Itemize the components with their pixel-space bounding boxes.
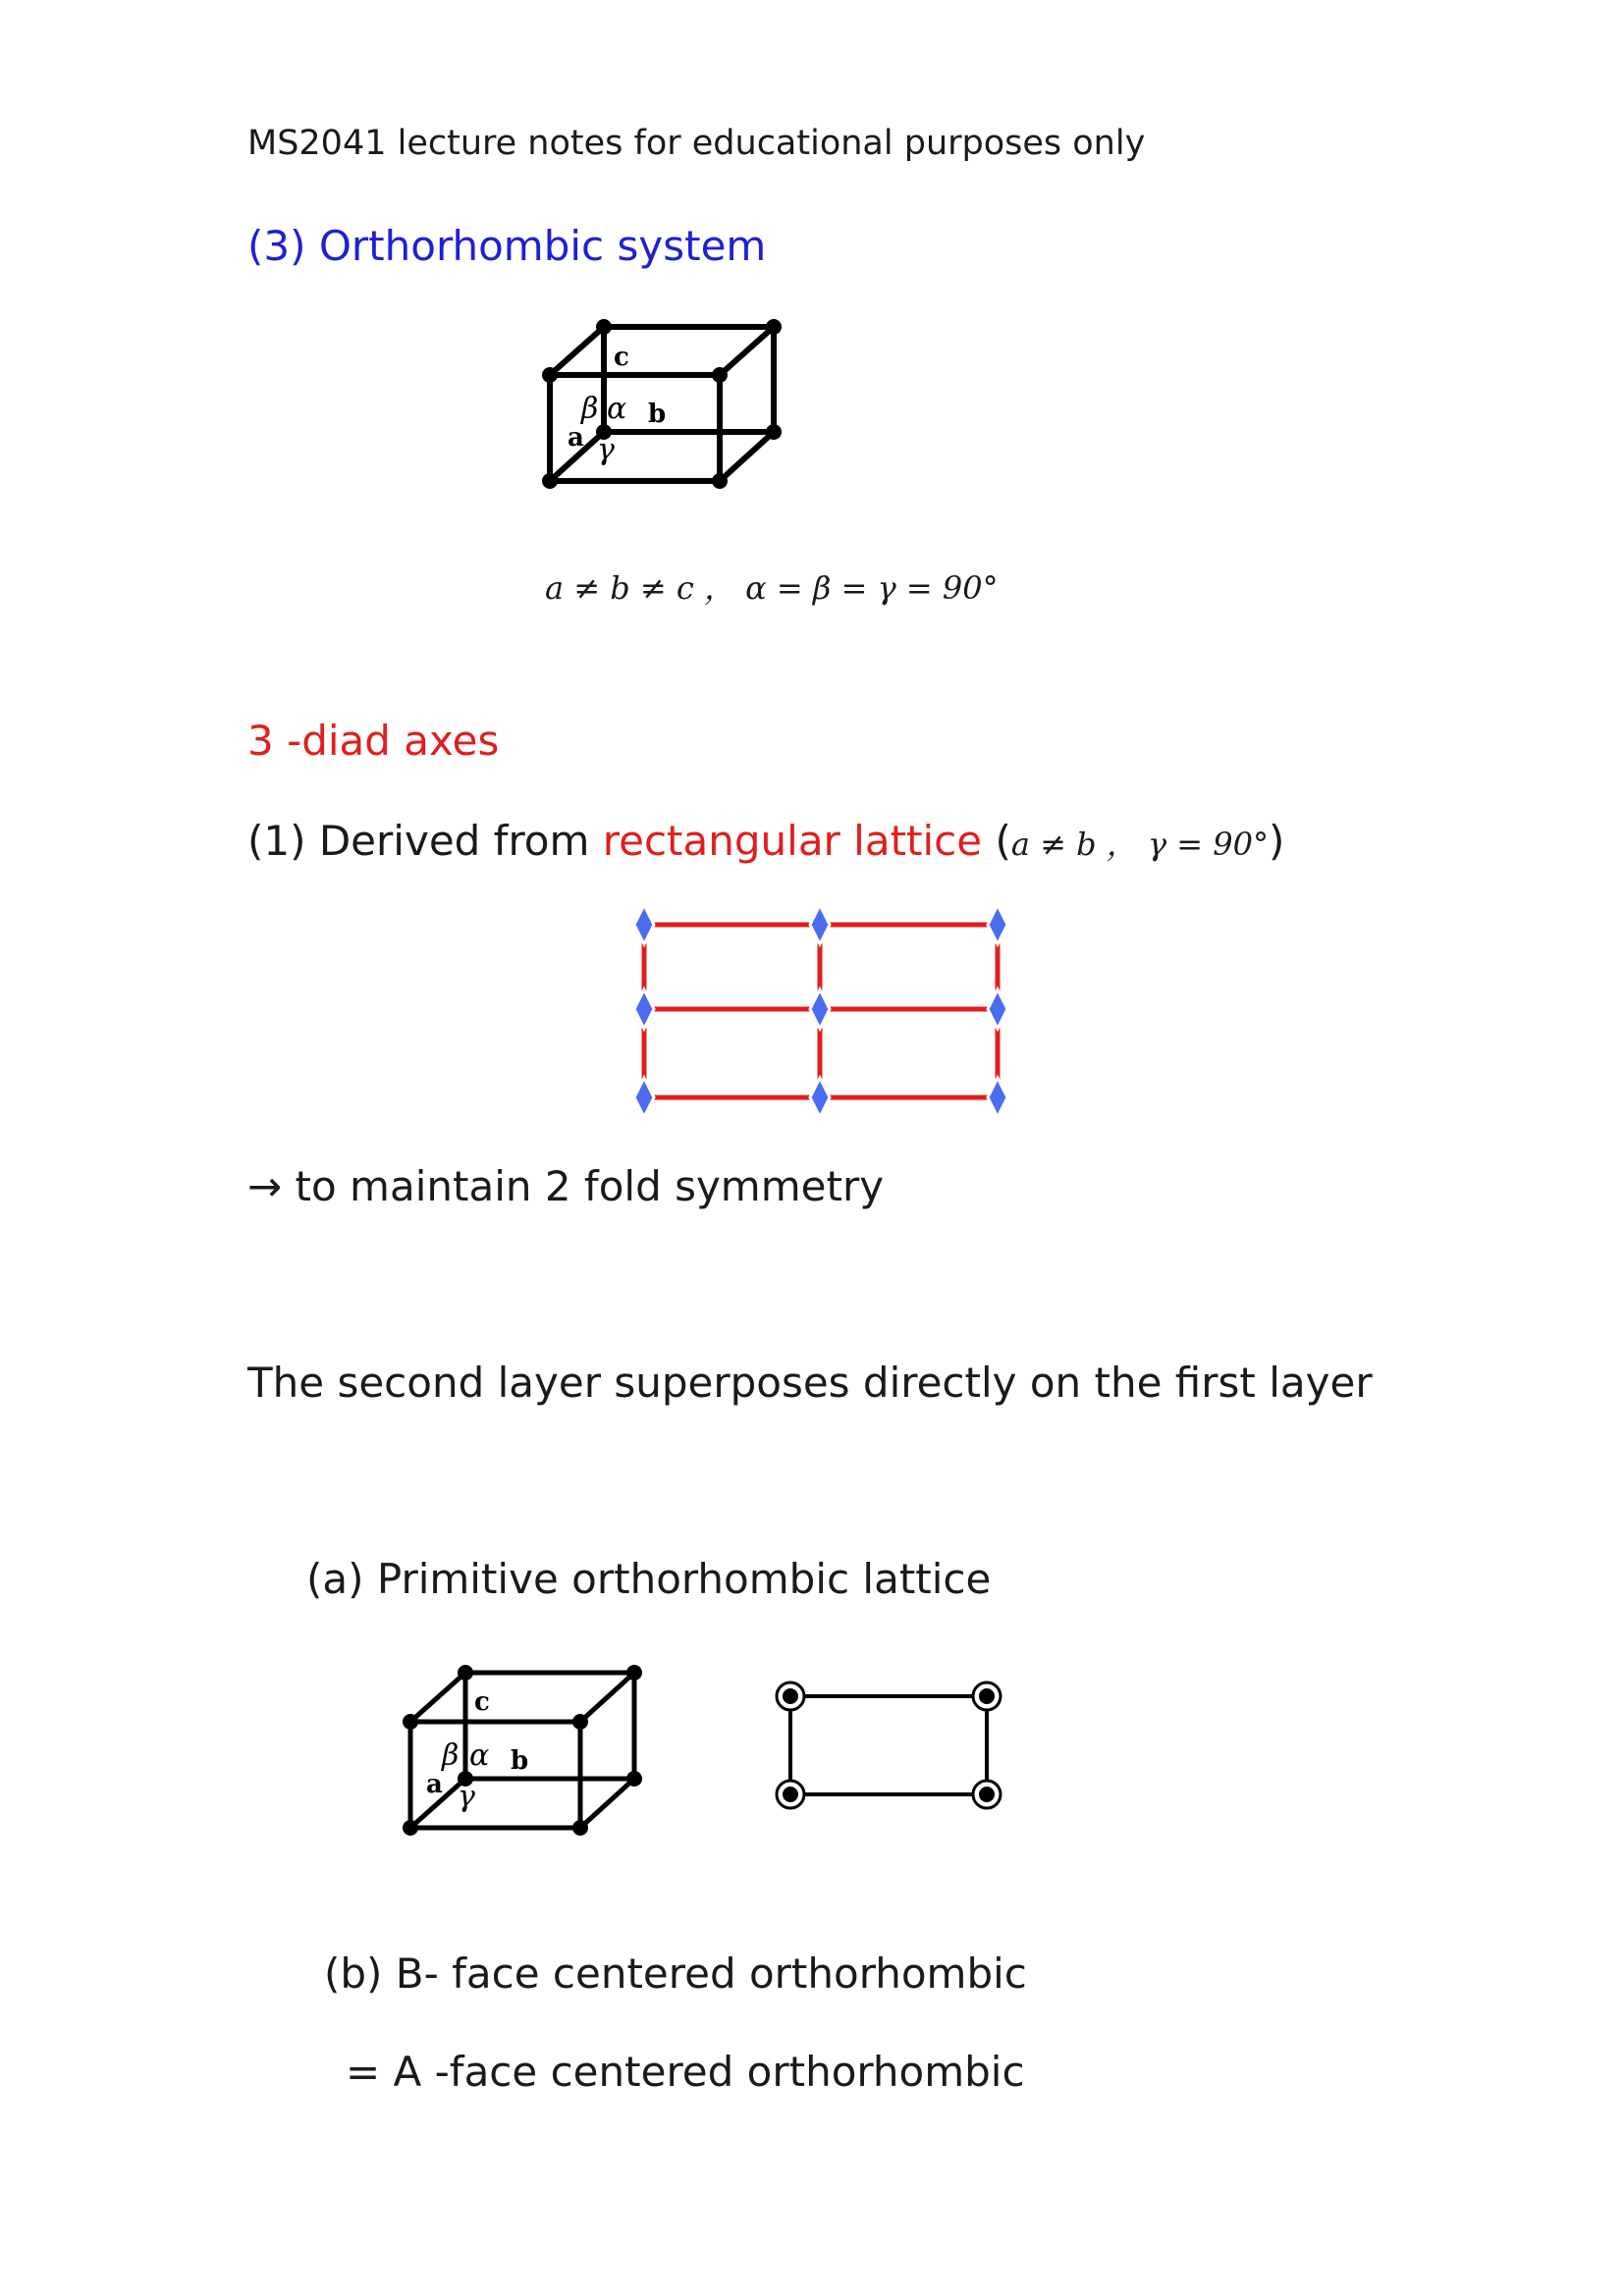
diad-marker [988,989,1007,1029]
diad-marker [634,905,654,944]
b-face-title: (b) B- face centered orthorhombic [324,1949,1027,1998]
diad-marker [634,1078,654,1117]
diad-marker [810,1078,830,1117]
diad-marker [810,989,830,1029]
primitive-lattice-title: (a) Primitive orthorhombic lattice [306,1555,992,1603]
lattice-point-marker [777,1682,1001,1808]
orthorhombic-cell-diagram [530,312,795,499]
axis-label-c: c [474,1687,490,1717]
axis-label-a: a [426,1770,443,1799]
rectangular-lattice-diagram [619,891,1021,1127]
axis-label-b: b [648,400,667,429]
diad-marker [634,989,654,1029]
symmetry-note: → to maintain 2 fold symmetry [247,1162,885,1210]
diad-axes-title: 3 -diad axes [247,717,500,765]
diad-marker [988,1078,1007,1117]
angle-gamma: γ [458,1780,475,1814]
diad-marker [988,905,1007,944]
second-layer-note: The second layer superposes directly on the first layer [247,1359,1373,1407]
primitive-projection-diagram [766,1677,1011,1814]
rect-lattice-condition: a ≠ b ， γ = 90° [1010,826,1269,863]
primitive-cell-diagram [391,1659,656,1845]
section-title: (3) Orthorhombic system [247,222,767,270]
axis-label-b: b [511,1746,529,1776]
angle-gamma: γ [597,433,615,467]
diad-marker [810,905,830,944]
a-face-equivalence: = A -face centered orthorhombic [346,2048,1025,2096]
axis-label-c: c [614,343,629,372]
axis-label-a: a [568,423,584,453]
angle-beta: β [581,392,599,426]
lattice-condition: a ≠ b ≠ c ， α = β = γ = 90° [545,569,999,607]
angle-alpha: α [607,392,627,426]
paren-open: ( [982,817,1011,865]
angle-beta: β [442,1738,460,1773]
derived-prefix: (1) Derived from [247,817,603,865]
rectangular-lattice-term: rectangular lattice [602,817,983,865]
page-header: MS2041 lecture notes for educational purposes only [247,124,1146,163]
paren-close: ) [1268,817,1285,865]
derived-line [247,817,1284,865]
angle-alpha: α [469,1738,490,1773]
